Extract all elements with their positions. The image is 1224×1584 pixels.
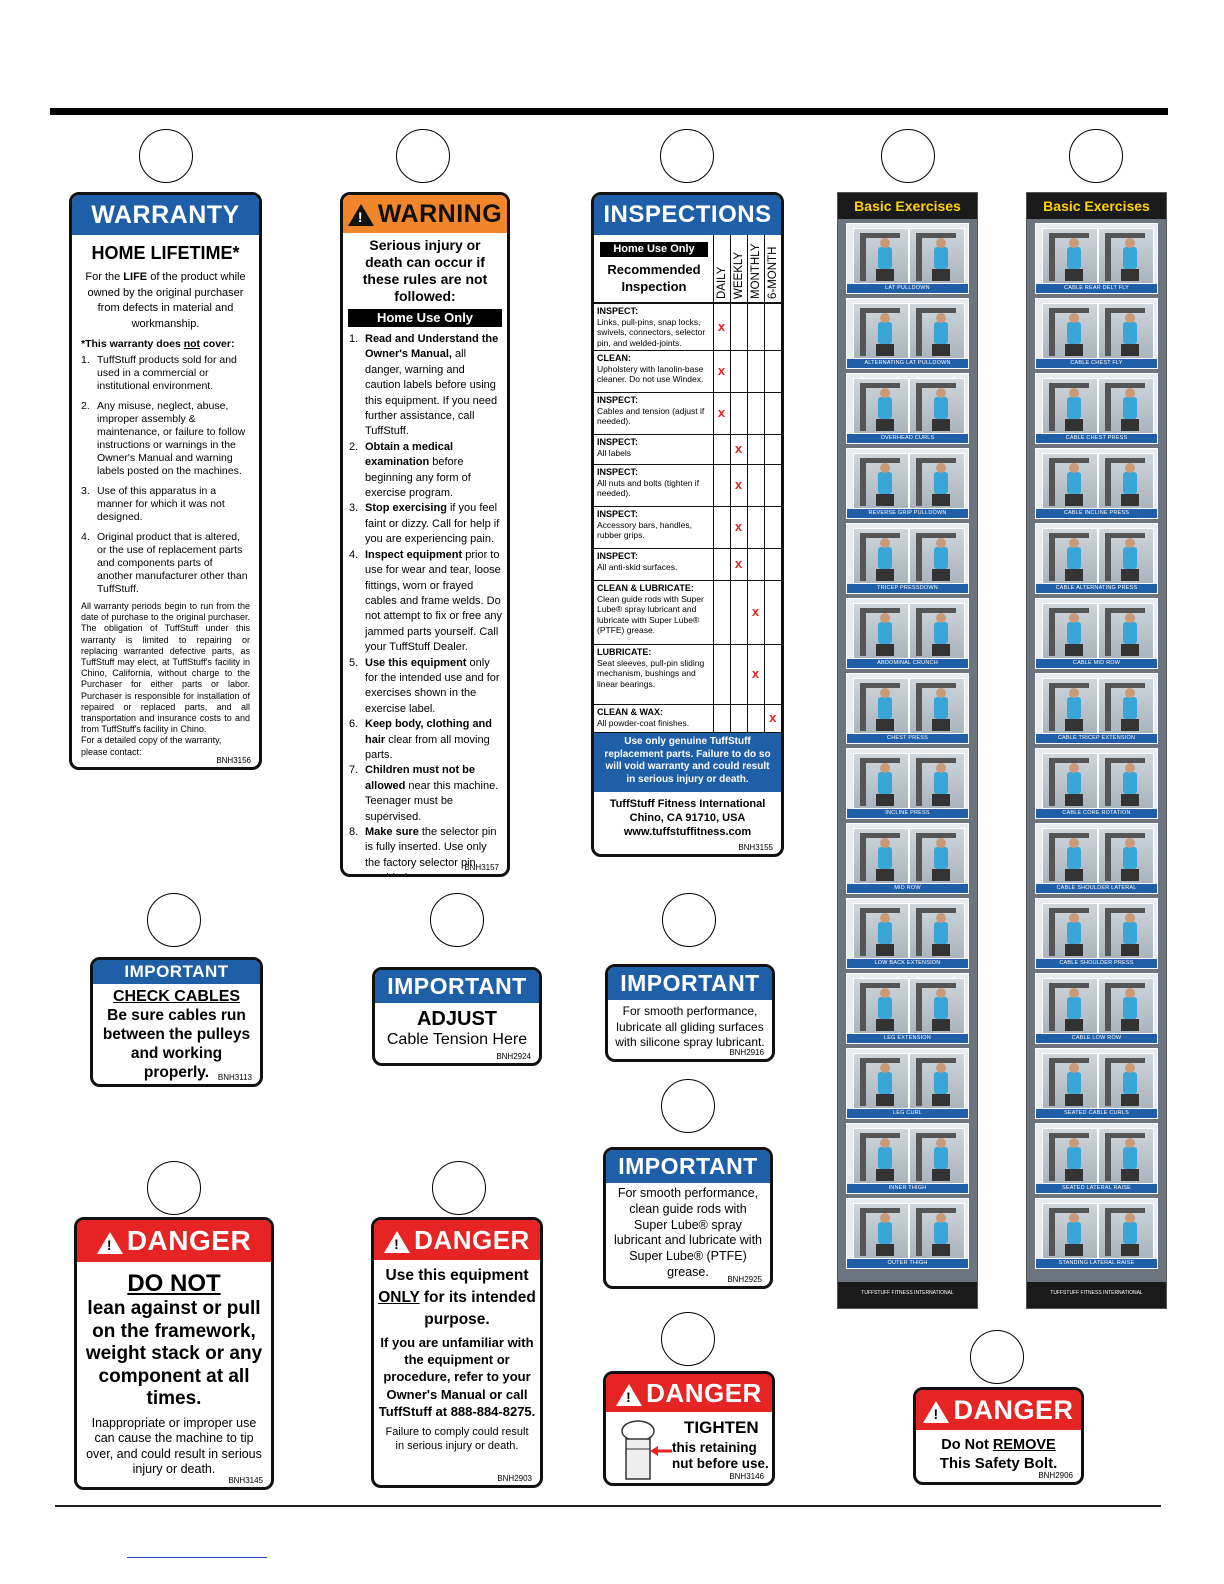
exercise-tile <box>1035 823 1158 894</box>
warranty-exclusions <box>81 354 250 596</box>
callout-circle <box>147 893 201 947</box>
danger-lean-main: lean against or pull on the framework, weight stack or any component at all times. <box>85 1298 263 1409</box>
inspection-task: CLEAN & WAX: All powder-coat finishes. <box>594 705 713 733</box>
exercise-caption: CABLE LOW ROW <box>1036 1034 1157 1043</box>
inspection-task: INSPECT: Accessory bars, handles, rubber grips. <box>594 507 713 549</box>
exercise-tile <box>846 898 969 969</box>
check-mark: x <box>717 405 726 421</box>
exercise-tile <box>1035 448 1158 519</box>
exercise-figure-icon <box>1042 1128 1098 1184</box>
bolt-line1: Do Not REMOVE <box>941 1437 1056 1453</box>
exercise-tile <box>846 973 969 1044</box>
home-use-banner: Home Use Only <box>600 242 708 257</box>
list-item: 1. Read and Understand the Owner's Manual, all danger, warning and caution labels before using this equipment. If you need further assistance, call TuffStuff. <box>349 333 499 438</box>
exercise-figure-icon <box>853 978 909 1034</box>
callout-circle <box>147 1161 201 1215</box>
exercise-figure-icon <box>853 678 909 734</box>
exercise-figure-icon <box>1098 378 1154 434</box>
frequency-cell <box>764 351 781 393</box>
exercise-figure-icon <box>1098 753 1154 809</box>
frequency-cell <box>764 705 781 733</box>
warning-icon: ! <box>616 1384 642 1406</box>
exercise-figure-icon <box>1098 603 1154 659</box>
list-item: 2. Obtain a medical examination before beginning any form of exercise program. <box>349 440 471 500</box>
exercise-figure-icon <box>909 303 965 359</box>
exercise-figure-icon <box>1098 228 1154 284</box>
exercise-tile <box>846 1198 969 1269</box>
exercise-tile <box>846 223 969 294</box>
table-row <box>594 507 781 549</box>
exercise-figure-icon <box>853 303 909 359</box>
callout-circle <box>660 129 714 183</box>
danger-use-sub: If you are unfamiliar with the equipment or procedure, refer to your Owner's Manual or call TuffStuff at 888-884-8275. <box>378 1335 536 1419</box>
danger-use-main: Use this equipment ONLY for its intended purpose. <box>378 1267 536 1328</box>
warning-intro: Serious injury or death can occur if these rules are not followed: <box>362 237 488 304</box>
callout-circle <box>970 1330 1024 1384</box>
parts-notice: Use only genuine TuffStuff replacement parts. Failure to do so will void warranty and could result in serious injury or death. <box>594 733 781 792</box>
frequency-cell <box>713 465 730 507</box>
exercise-figure-icon <box>1042 678 1098 734</box>
exercise-tile <box>1035 1048 1158 1119</box>
list-item: 2. Any misuse, neglect, abuse, improper assembly & maintenance, or failure to follow instructions or warnings in the Owner's Manual and warning labels posted on the machines. <box>81 400 246 477</box>
table-row <box>594 645 781 705</box>
table-row <box>594 705 781 733</box>
list-item: 8. Make sure the selector pin is fully inserted. Use only the factory selector pin <box>349 826 497 869</box>
inspections-header: INSPECTIONS <box>594 195 781 235</box>
inspection-task: INSPECT: All anti-skid surfaces. <box>594 549 713 581</box>
callout-circle <box>662 893 716 947</box>
frequency-cell <box>747 351 764 393</box>
danger-bolt-label <box>913 1387 1084 1485</box>
warning-icon: ! <box>97 1232 123 1254</box>
inspection-task: LUBRICATE: Seat sleeves, pull-pin sliding mechanism, bushings and linear bearings. <box>594 645 713 705</box>
frequency-cell <box>747 549 764 581</box>
exercise-figure-icon <box>909 378 965 434</box>
adjust-body: Cable Tension Here <box>386 1031 528 1048</box>
frequency-cell <box>747 465 764 507</box>
callout-circle <box>432 1161 486 1215</box>
exercise-figure-icon <box>1098 903 1154 959</box>
check-mark: x <box>734 477 743 493</box>
exercise-tile <box>846 1048 969 1119</box>
exercise-figure-icon <box>853 903 909 959</box>
danger-use-label <box>371 1217 543 1488</box>
exercise-caption: CABLE MID ROW <box>1036 659 1157 668</box>
frequency-cell <box>747 581 764 645</box>
check-cables-body: Be sure cables run between the pulleys and working properly. <box>102 1007 251 1081</box>
warranty-contact: For a detailed copy of the warranty, please contact: <box>81 735 222 757</box>
table-row <box>594 304 781 351</box>
check-mark: x <box>734 519 743 535</box>
exercise-caption: CABLE TRICEP EXTENSION <box>1036 734 1157 743</box>
important-header: IMPORTANT <box>375 970 539 1003</box>
frequency-cell <box>713 393 730 435</box>
label-code: BNH2916 <box>729 1048 764 1057</box>
frequency-cell <box>730 465 747 507</box>
exercise-caption: CABLE INCLINE PRESS <box>1036 509 1157 518</box>
frequency-cell <box>764 304 781 351</box>
exercise-figure-icon <box>1042 603 1098 659</box>
callout-circle <box>661 1312 715 1366</box>
exercise-figure-icon <box>909 1053 965 1109</box>
check-cables-title: CHECK CABLES <box>112 988 241 1005</box>
exercise-caption: OUTER THIGH <box>847 1259 968 1268</box>
warning-icon: ! <box>923 1401 949 1423</box>
exercise-caption: CABLE SHOULDER PRESS <box>1036 959 1157 968</box>
exercise-figure-icon <box>909 753 965 809</box>
exercise-figure-icon <box>909 903 965 959</box>
important-header: IMPORTANT <box>606 1150 770 1183</box>
exercise-caption: LAT PULLDOWN <box>847 284 968 293</box>
warranty-body: All warranty periods begin to run from the date of purchase to the original purchaser. The obligation of TuffStuff under this warranty is limited to repairing or replacing warranted defective parts, as TuffStuff may elect, at TuffStuff's facility in Chino, California, without charge to the Purchaser for either parts or labor. Purchaser is responsible for installation of repaired or replaced parts, and all transportation and insurance costs to and from TuffStuff's facility in Chino. <box>81 601 250 735</box>
exercise-caption: TRICEP PRESSDOWN <box>847 584 968 593</box>
exercise-figure-icon <box>909 603 965 659</box>
list-item: 3. Stop exercising if you feel faint or dizzy. Call for help if you are experiencing pain. <box>349 502 500 546</box>
exercise-tile <box>846 598 969 669</box>
exercise-caption: LOW BACK EXTENSION <box>847 959 968 968</box>
exercise-caption: ALTERNATING LAT PULLDOWN <box>847 359 968 368</box>
exercise-caption: CABLE SHOULDER LATERAL <box>1036 884 1157 893</box>
exercise-figure-icon <box>1042 528 1098 584</box>
callout-circle <box>881 129 935 183</box>
exercise-figure-icon <box>909 978 965 1034</box>
frequency-cell <box>764 465 781 507</box>
exercise-caption: LEG CURL <box>847 1109 968 1118</box>
label-code: BNH2903 <box>497 1474 532 1483</box>
exercise-tile <box>846 748 969 819</box>
frequency-cell <box>713 435 730 465</box>
important-header: IMPORTANT <box>608 967 772 1000</box>
table-row <box>594 549 781 581</box>
exercise-caption: INCLINE PRESS <box>847 809 968 818</box>
frequency-cell <box>713 645 730 705</box>
recommended-inspection: Recommended Inspection <box>607 262 701 294</box>
check-mark: x <box>717 318 726 334</box>
exercise-tile <box>1035 1198 1158 1269</box>
exercise-figure-icon <box>1042 453 1098 509</box>
inspection-task: INSPECT: All nuts and bolts (tighten if needed). <box>594 465 713 507</box>
exercise-figure-icon <box>909 228 965 284</box>
exercises-title: Basic Exercises <box>838 193 977 219</box>
exercise-caption: OVERHEAD CURLS <box>847 434 968 443</box>
exercise-figure-icon <box>909 1203 965 1259</box>
frequency-cell <box>713 549 730 581</box>
frequency-cell <box>730 393 747 435</box>
lubricate-body: For smooth performance, lubricate all gliding surfaces with silicone spray lubricant. <box>615 1004 765 1049</box>
table-row <box>594 351 781 393</box>
label-code: BNH3146 <box>729 1472 764 1481</box>
frequency-cell <box>730 507 747 549</box>
footer-link-underline <box>127 1557 267 1558</box>
list-item: 4. Inspect equipment prior to use for wear and tear, loose fittings, worn or frayed cables and frame welds. Do not attempt to fix or free any jammed parts yourself. Call your TuffStuff Dealer. <box>349 548 502 654</box>
frequency-cell <box>730 645 747 705</box>
warning-label <box>340 192 510 877</box>
label-code: BNH3157 <box>464 863 499 872</box>
exercise-tile <box>846 673 969 744</box>
exercise-caption: CABLE CORE ROTATION <box>1036 809 1157 818</box>
exercise-tile <box>1035 298 1158 369</box>
inspections-address: TuffStuff Fitness International Chino, CA 91710, USA www.tuffstuffitness.com <box>609 798 766 838</box>
frequency-column-header: MONTHLY <box>747 235 764 303</box>
check-mark: x <box>751 604 760 620</box>
frequency-column-header: DAILY <box>713 235 730 303</box>
exercise-figure-icon <box>909 678 965 734</box>
inspection-task: INSPECT: Links, pull-pins, snap locks, swivels, connectors, selector pin, and welded-joints. <box>594 304 713 351</box>
exercise-figure-icon <box>853 378 909 434</box>
exercises-footer: TUFFSTUFF FITNESS INTERNATIONAL <box>838 1282 977 1308</box>
callout-circle <box>396 129 450 183</box>
exercise-figure-icon <box>853 228 909 284</box>
home-use-banner: Home Use Only <box>348 309 502 327</box>
frequency-cell <box>764 549 781 581</box>
warranty-title: HOME LIFETIME* <box>91 243 240 263</box>
top-rule <box>50 108 1168 115</box>
exercise-caption: CHEST PRESS <box>847 734 968 743</box>
warranty-not-cover: *This warranty does not cover: <box>81 338 235 350</box>
danger-header: ! DANGER <box>916 1390 1081 1430</box>
exercise-tile <box>1035 898 1158 969</box>
exercise-figure-icon <box>909 453 965 509</box>
frequency-column-header: 6-MONTH <box>764 235 781 303</box>
exercise-figure-icon <box>853 828 909 884</box>
exercise-figure-icon <box>1042 978 1098 1034</box>
exercise-figure-icon <box>853 1203 909 1259</box>
exercise-tile <box>1035 598 1158 669</box>
frequency-cell <box>747 507 764 549</box>
inspection-head <box>594 235 781 303</box>
warranty-label <box>69 192 262 770</box>
frequency-cell <box>713 581 730 645</box>
list-item: 4. Original product that is altered, or the use of replacement parts and components parts of another manufacturer other than TuffStuff. <box>81 531 248 595</box>
basic-exercises-panel <box>1026 192 1167 1309</box>
exercise-tile <box>1035 748 1158 819</box>
exercise-figure-icon <box>853 528 909 584</box>
frequency-cell <box>713 705 730 733</box>
do-not-heading: DO NOT <box>127 1270 221 1297</box>
exercise-figure-icon <box>1098 303 1154 359</box>
label-code: BNH2925 <box>727 1275 762 1284</box>
exercise-caption: CABLE REAR DELT FLY <box>1036 284 1157 293</box>
list-item: 7. Children must not be allowed near this machine. Teenager must be supervised. <box>349 764 499 823</box>
frequency-cell <box>713 304 730 351</box>
warning-icon: ! <box>348 204 374 226</box>
guide-rods-label <box>603 1147 773 1289</box>
frequency-cell <box>764 435 781 465</box>
check-mark: x <box>751 666 760 682</box>
exercise-figure-icon <box>1098 1203 1154 1259</box>
exercise-tile <box>1035 523 1158 594</box>
frequency-cell <box>730 705 747 733</box>
exercise-figure-icon <box>1042 1203 1098 1259</box>
check-cables-label <box>90 957 263 1087</box>
tighten-title: TIGHTEN <box>684 1418 759 1437</box>
table-row <box>594 393 781 435</box>
warning-icon: ! <box>384 1231 410 1253</box>
exercise-figure-icon <box>1098 978 1154 1034</box>
adjust-title: ADJUST <box>416 1008 497 1030</box>
warranty-header: WARRANTY <box>72 195 259 235</box>
exercise-caption: SEATED CABLE CURLS <box>1036 1109 1157 1118</box>
frequency-cell <box>713 351 730 393</box>
danger-use-foot: Failure to comply could result in serious injury or death. <box>385 1426 529 1453</box>
exercise-figure-icon <box>853 753 909 809</box>
important-header: IMPORTANT <box>93 960 260 984</box>
basic-exercises-panel <box>837 192 978 1309</box>
inspection-task: INSPECT: Cables and tension (adjust if needed). <box>594 393 713 435</box>
table-row <box>594 581 781 645</box>
exercise-tile <box>846 1123 969 1194</box>
callout-circle <box>1069 129 1123 183</box>
exercise-caption: CABLE CHEST FLY <box>1036 359 1157 368</box>
frequency-cell <box>730 435 747 465</box>
inspections-label <box>591 192 784 857</box>
exercise-figure-icon <box>1042 903 1098 959</box>
exercises-footer: TUFFSTUFF FITNESS INTERNATIONAL <box>1027 1282 1166 1308</box>
list-item: 5. Use this equipment only for the intended use and for exercises shown in the exercise label. <box>349 656 500 715</box>
callout-circle <box>139 129 193 183</box>
frequency-cell <box>730 581 747 645</box>
frequency-cell <box>730 549 747 581</box>
label-code: BNH3156 <box>216 756 251 765</box>
frequency-cell <box>764 581 781 645</box>
exercise-figure-icon <box>909 828 965 884</box>
label-code: BNH3113 <box>217 1073 252 1082</box>
exercise-figure-icon <box>1098 1128 1154 1184</box>
frequency-cell <box>747 435 764 465</box>
danger-header: ! DANGER <box>374 1220 540 1260</box>
label-code: BNH3145 <box>228 1476 263 1485</box>
exercise-figure-icon <box>853 453 909 509</box>
inspection-task: INSPECT: All labels <box>594 435 713 465</box>
exercise-figure-icon <box>1042 303 1098 359</box>
callout-circle <box>661 1079 715 1133</box>
exercise-tile <box>846 823 969 894</box>
danger-header: ! DANGER <box>606 1374 772 1412</box>
guide-rods-body: For smooth performance, clean guide rods with Super Lube® spray lubricant and lubricate with Super Lube® (PTFE) grease. <box>614 1186 762 1279</box>
danger-lean-sub: Inappropriate or improper use can cause the machine to tip over, and could result in serious injury or death. <box>86 1415 262 1476</box>
warranty-address <box>81 768 250 770</box>
exercise-caption: INNER THIGH <box>847 1184 968 1193</box>
exercise-caption: CABLE ALTERNATING PRESS <box>1036 584 1157 593</box>
warning-header: ! WARNING <box>343 195 507 233</box>
exercise-caption: CABLE CHEST PRESS <box>1036 434 1157 443</box>
frequency-cell <box>730 351 747 393</box>
exercise-figure-icon <box>853 1053 909 1109</box>
exercise-caption: MID ROW <box>847 884 968 893</box>
exercise-tile <box>1035 373 1158 444</box>
exercise-figure-icon <box>1042 1053 1098 1109</box>
exercise-figure-icon <box>853 603 909 659</box>
warranty-intro: For the LIFE of the product while owned by the original purchaser from defects in material and workmanship. <box>85 271 246 330</box>
danger-header: ! DANGER <box>77 1220 271 1262</box>
exercise-caption: STANDING LATERAL RAISE <box>1036 1259 1157 1268</box>
frequency-cell <box>713 507 730 549</box>
exercise-tile <box>846 448 969 519</box>
frequency-cell <box>764 393 781 435</box>
table-row <box>594 435 781 465</box>
frequency-cell <box>747 304 764 351</box>
exercise-figure-icon <box>1098 453 1154 509</box>
exercise-figure-icon <box>1098 528 1154 584</box>
inspection-table <box>594 303 781 733</box>
exercise-figure-icon <box>909 1128 965 1184</box>
check-mark: x <box>769 710 777 726</box>
exercise-figure-icon <box>853 1128 909 1184</box>
list-item: 3. Use of this apparatus in a manner for which it was not designed. <box>81 485 225 523</box>
exercise-tile <box>1035 673 1158 744</box>
exercise-caption: LEG EXTENSION <box>847 1034 968 1043</box>
frequency-cell <box>764 507 781 549</box>
exercise-tile <box>1035 223 1158 294</box>
exercise-figure-icon <box>1098 1053 1154 1109</box>
check-mark: x <box>734 556 743 572</box>
exercise-caption: SEATED LATERAL RAISE <box>1036 1184 1157 1193</box>
callout-circle <box>430 893 484 947</box>
exercise-figure-icon <box>1042 378 1098 434</box>
exercise-figure-icon <box>1042 828 1098 884</box>
inspection-task: CLEAN: Upholstery with lanolin-base cleaner. Do not use Windex. <box>594 351 713 393</box>
exercise-tile <box>846 298 969 369</box>
table-row <box>594 465 781 507</box>
frequency-cell <box>747 393 764 435</box>
bolt-line2: This Safety Bolt. <box>939 1455 1058 1472</box>
exercise-caption: REVERSE GRIP PULLDOWN <box>847 509 968 518</box>
list-item: 6. Keep body, clothing and hair clear from all moving parts. <box>349 718 492 761</box>
frequency-cell <box>747 705 764 733</box>
exercise-figure-icon <box>909 528 965 584</box>
inspection-task: CLEAN & LUBRICATE: Clean guide rods with Super Lube® spray lubricant and lubricate with Super Lube® (PTFE) grease. <box>594 581 713 645</box>
lubricate-label <box>605 964 775 1062</box>
exercise-figure-icon <box>1042 753 1098 809</box>
check-mark: x <box>717 363 726 379</box>
exercise-tile <box>1035 1123 1158 1194</box>
exercises-title: Basic Exercises <box>1027 193 1166 219</box>
frequency-cell <box>764 645 781 705</box>
exercise-figure-icon <box>1098 678 1154 734</box>
exercise-tile <box>846 373 969 444</box>
frequency-cell <box>747 645 764 705</box>
label-code: BNH2924 <box>496 1052 531 1061</box>
exercise-caption: ABDOMINAL CRUNCH <box>847 659 968 668</box>
adjust-label <box>372 967 542 1066</box>
frequency-columns <box>713 235 781 303</box>
tighten-body: this retaining nut before use. <box>672 1440 769 1471</box>
bottom-rule <box>55 1505 1161 1507</box>
frequency-column-header: WEEKLY <box>730 235 747 303</box>
danger-tighten-label <box>603 1371 775 1486</box>
label-code: BNH3155 <box>738 843 773 852</box>
exercise-figure-icon <box>1042 228 1098 284</box>
exercise-tile <box>846 523 969 594</box>
check-mark: x <box>734 441 743 457</box>
frequency-cell <box>730 304 747 351</box>
exercise-tile <box>1035 973 1158 1044</box>
list-item: 1. TuffStuff products sold for and used in a commercial or institutional environment. <box>81 354 237 392</box>
danger-lean-label <box>74 1217 274 1490</box>
warning-rules <box>343 332 507 877</box>
label-code: BNH2906 <box>1038 1471 1073 1480</box>
exercise-figure-icon <box>1098 828 1154 884</box>
